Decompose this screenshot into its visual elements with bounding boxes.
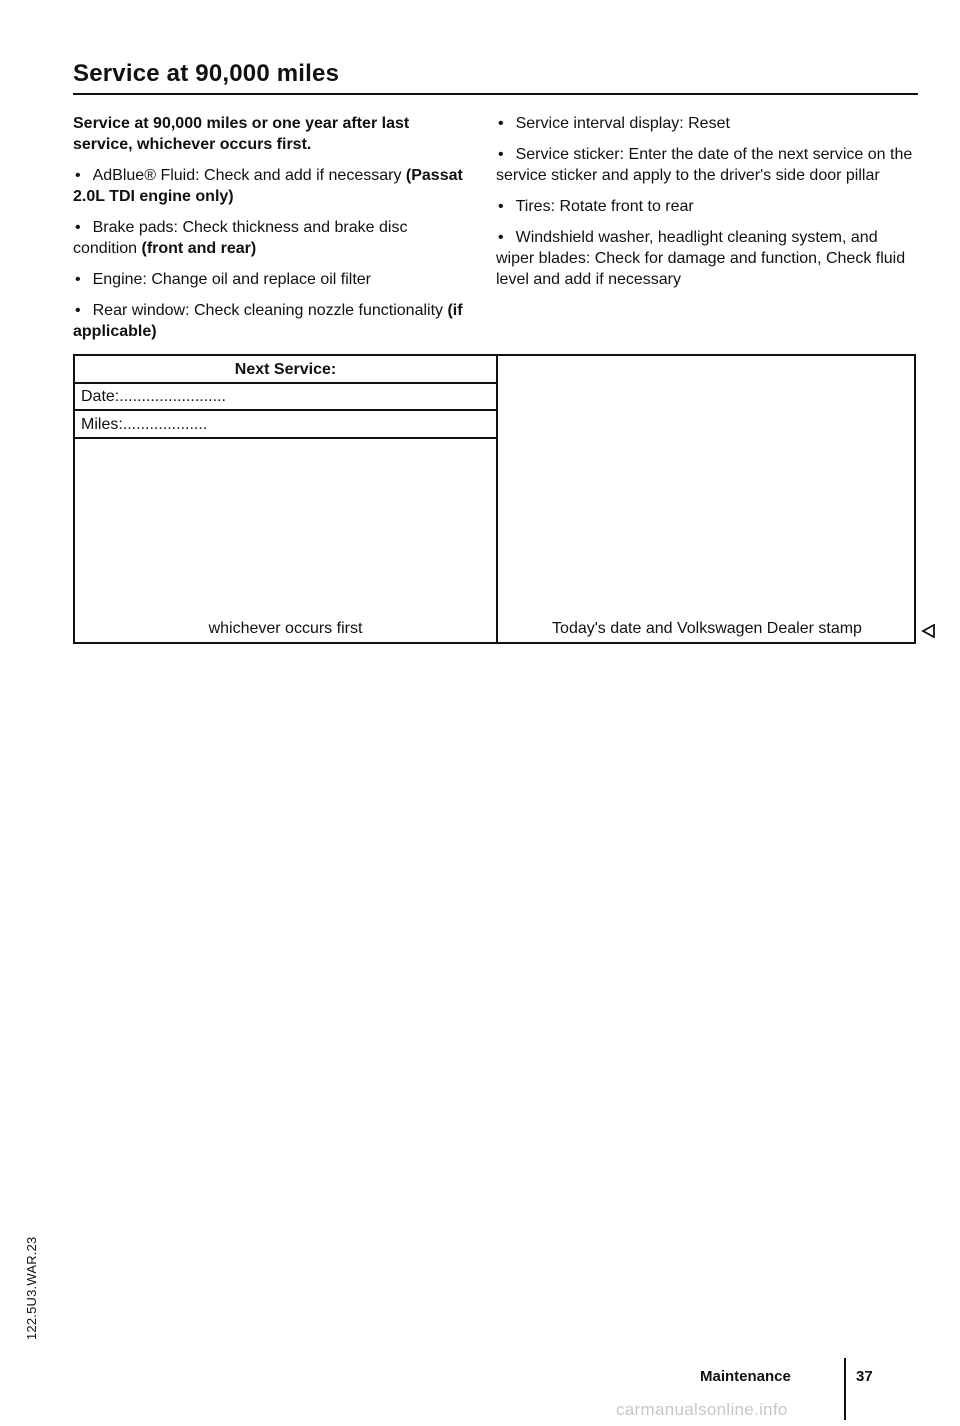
watermark: carmanualsonline.info bbox=[616, 1400, 788, 1419]
list-item-tires: • Tires: Rotate front to rear bbox=[496, 196, 916, 217]
item-text: Rear window: Check cleaning nozzle functionality bbox=[92, 302, 444, 319]
list-item-adblue bbox=[73, 165, 473, 207]
item-text: Brake pads: Check thickness and brake disc condition bbox=[73, 219, 408, 257]
form-divider bbox=[496, 356, 498, 642]
next-service-cell bbox=[75, 356, 496, 642]
list-item-service-interval: • Service interval display: Reset bbox=[496, 113, 916, 134]
list-item-engine bbox=[73, 269, 473, 290]
end-of-section-triangle-icon bbox=[921, 624, 935, 638]
item-text: Engine: Change oil and replace oil filter bbox=[92, 271, 372, 288]
next-service-form bbox=[73, 354, 916, 644]
date-field[interactable]: Date:........................ bbox=[75, 384, 496, 411]
list-item-rear-window bbox=[73, 300, 473, 342]
document-code: 122.5U3.WAR.23 bbox=[24, 1236, 39, 1340]
page-number: 37 bbox=[856, 1368, 873, 1385]
list-item-brake-pads bbox=[73, 217, 473, 259]
miles-field[interactable]: Miles:................... bbox=[75, 411, 496, 439]
item-text: AdBlue® Fluid: Check and add if necessary bbox=[92, 167, 402, 184]
item-note: (Passat 2.0L TDI engine only) bbox=[73, 167, 463, 205]
item-note: (front and rear) bbox=[141, 240, 257, 257]
list-item-windshield: • Windshield washer, headlight cleaning system, and wiper blades: Check for damage and function, Check fluid level and add if necessary bbox=[496, 227, 916, 290]
right-column bbox=[496, 113, 916, 300]
title-rule bbox=[73, 93, 918, 95]
footer-separator bbox=[844, 1358, 846, 1420]
item-note: (if applicable) bbox=[73, 302, 463, 340]
page-title: Service at 90,000 miles bbox=[73, 60, 340, 87]
footer-section-title: Maintenance bbox=[700, 1368, 791, 1385]
dealer-stamp-label: Today's date and Volkswagen Dealer stamp bbox=[552, 620, 862, 637]
next-service-header: Next Service: bbox=[75, 356, 496, 384]
list-item-service-sticker: • Service sticker: Enter the date of the next service on the service sticker and apply to the driver's side door pillar bbox=[496, 144, 916, 186]
service-intro: Service at 90,000 miles or one year after last service, whichever occurs first. bbox=[73, 115, 410, 153]
left-column bbox=[73, 113, 473, 352]
whichever-first-label: whichever occurs first bbox=[208, 620, 363, 637]
